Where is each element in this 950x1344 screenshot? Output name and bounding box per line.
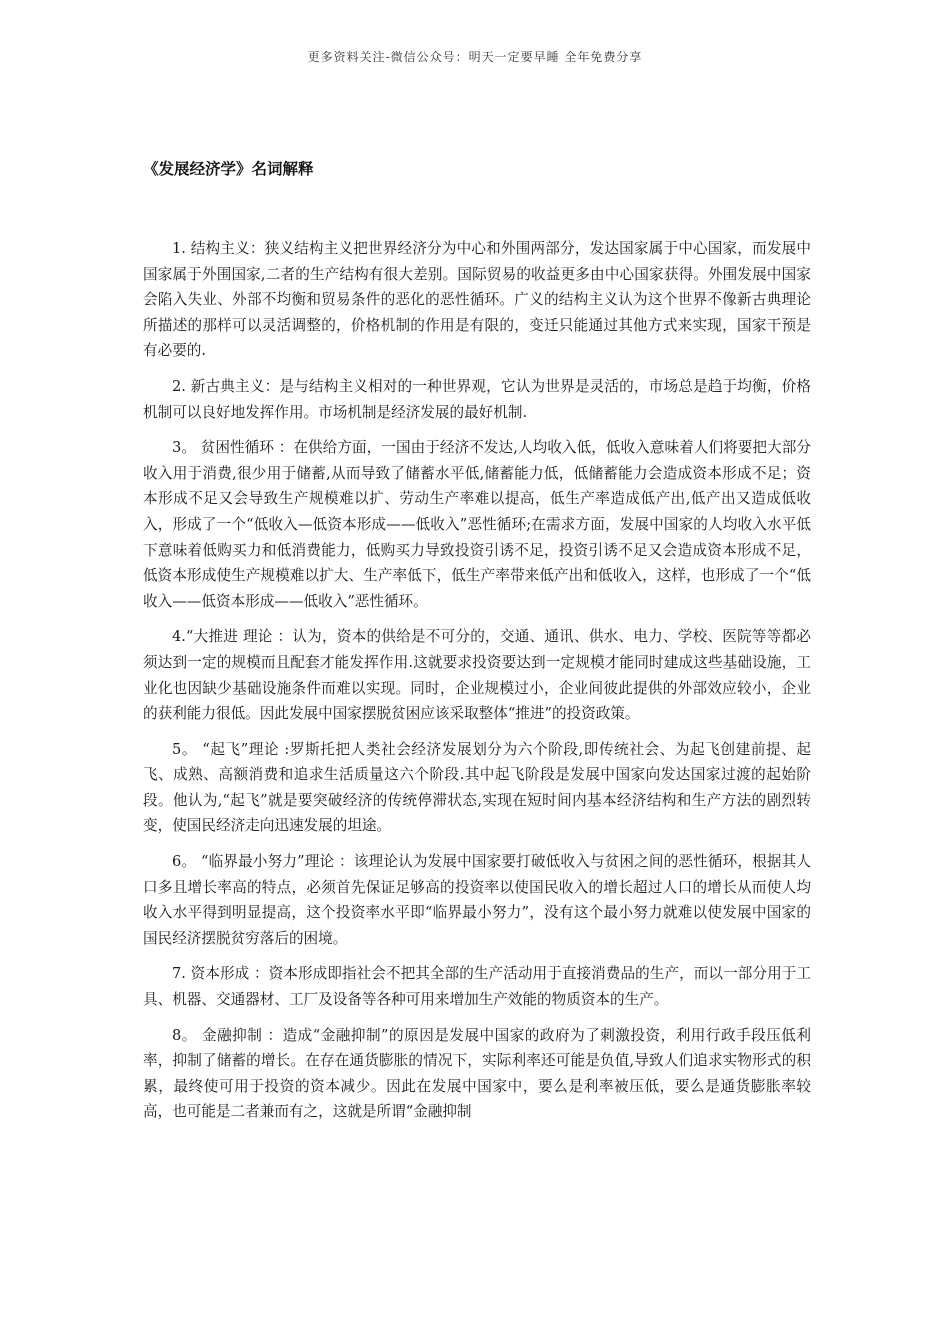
header-note: 更多资料关注-微信公众号：明天一定要早睡 全年免费分享: [307, 50, 643, 64]
term-take-off: 5。 “起飞”理论 :罗斯托把人类社会经济发展划分为六个阶段,即传统社会、为起飞创建前提、起飞、成熟、高额消费和追求生活质量这六个阶段.其中起飞阶段是发展中国家向发达国家过渡的起始阶段。他认为,“起飞”就是要突破经济的传统停滞状态,实现在短时间内基本经济结构和生产方法的剧烈转变，使国民经济走向迅速发展的坦途。: [143, 740, 811, 835]
term-big-push: 4.“大推进 理论 ：认为，资本的供给是不可分的，交通、通讯、供水、电力、学校、医院等等都必须达到一定的规模而且配套才能发挥作用.这就要求投资要达到一定规模才能同时建成这些基础设施，工业化也因缺少基础设施条件而难以实现。同时，企业规模过小，企业间彼此提供的外部效应较小，企业的获利能力很低。因此发展中国家摆脱贫困应该采取整体“推进”的投资政策。: [143, 628, 811, 723]
document-title: 《发展经济学》名词解释: [143, 160, 314, 178]
term-structuralism: 1. 结构主义：狭义结构主义把世界经济分为中心和外围两部分，发达国家属于中心国家，而发展中国家属于外围国家,二者的生产结构有很大差别。国际贸易的收益更多由中心国家获得。外围发展中国家会陷入失业、外部不均衡和贸易条件的恶化的恶性循环。广义的结构主义认为这个世界不像新古典理论所描述的那样可以灵活调整的，价格机制的作用是有限的，变迁只能通过其他方式来实现，国家干预是有必要的.: [143, 240, 811, 360]
term-capital-formation: 7. 资本形成 ：资本形成即指社会不把其全部的生产活动用于直接消费品的生产，而以一部分用于工具、机器、交通器材、工厂及设备等各种可用来增加生产效能的物质资本的生产。: [143, 965, 811, 1009]
term-financial-repression: 8。 金融抑制 ：造成“金融抑制”的原因是发展中国家的政府为了刺激投资，利用行政手段压低利率，抑制了储蓄的增长。在存在通货膨胀的情况下，实际利率还可能是负值,导致人们追求实物形式的积累，最终使可用于投资的资本减少。因此在发展中国家中，要么是利率被压低，要么是通货膨胀率较高，也可能是二者兼而有之，这就是所谓“金融抑制: [143, 1026, 811, 1121]
term-neoclassicism: 2. 新古典主义：是与结构主义相对的一种世界观，它认为世界是灵活的，市场总是趋于均衡，价格机制可以良好地发挥作用。市场机制是经济发展的最好机制.: [143, 377, 811, 421]
term-poverty-cycle: 3。 贫困性循环 ：在供给方面，一国由于经济不发达,人均收入低，低收入意味着人们将要把大部分收入用于消费,很少用于储蓄,从而导致了储蓄水平低,储蓄能力低，低储蓄能力会造成资本形成不足；资本形成不足又会导致生产规模难以扩、劳动生产率难以提高，低生产率造成低产出,低产出又造成低收入，形成了一个“低收入—低资本形成——低收入”恶性循环;在需求方面，发展中国家的人均收入水平低下意味着低购买力和低消费能力，低购买力导致投资引诱不足，投资引诱不足又会造成资本形成不足，低资本形成使生产规模难以扩大、生产率低下，低生产率带来低产出和低收入，这样，也形成了一个“低收入——低资本形成——低收入”恶性循环。: [143, 439, 811, 610]
term-critical-minimum-effort: 6。 “临界最小努力”理论 ：该理论认为发展中国家要打破低收入与贫困之间的恶性循环，根据其人口多且增长率高的特点，必须首先保证足够高的投资率以使国民收入的增长超过人口的增长从而使人均收入水平得到明显提高，这个投资率水平即“临界最小努力”，没有这个最小努力就难以使发展中国家的国民经济摆脱贫穷落后的困境。: [143, 853, 811, 947]
document-body: [143, 236, 811, 1135]
